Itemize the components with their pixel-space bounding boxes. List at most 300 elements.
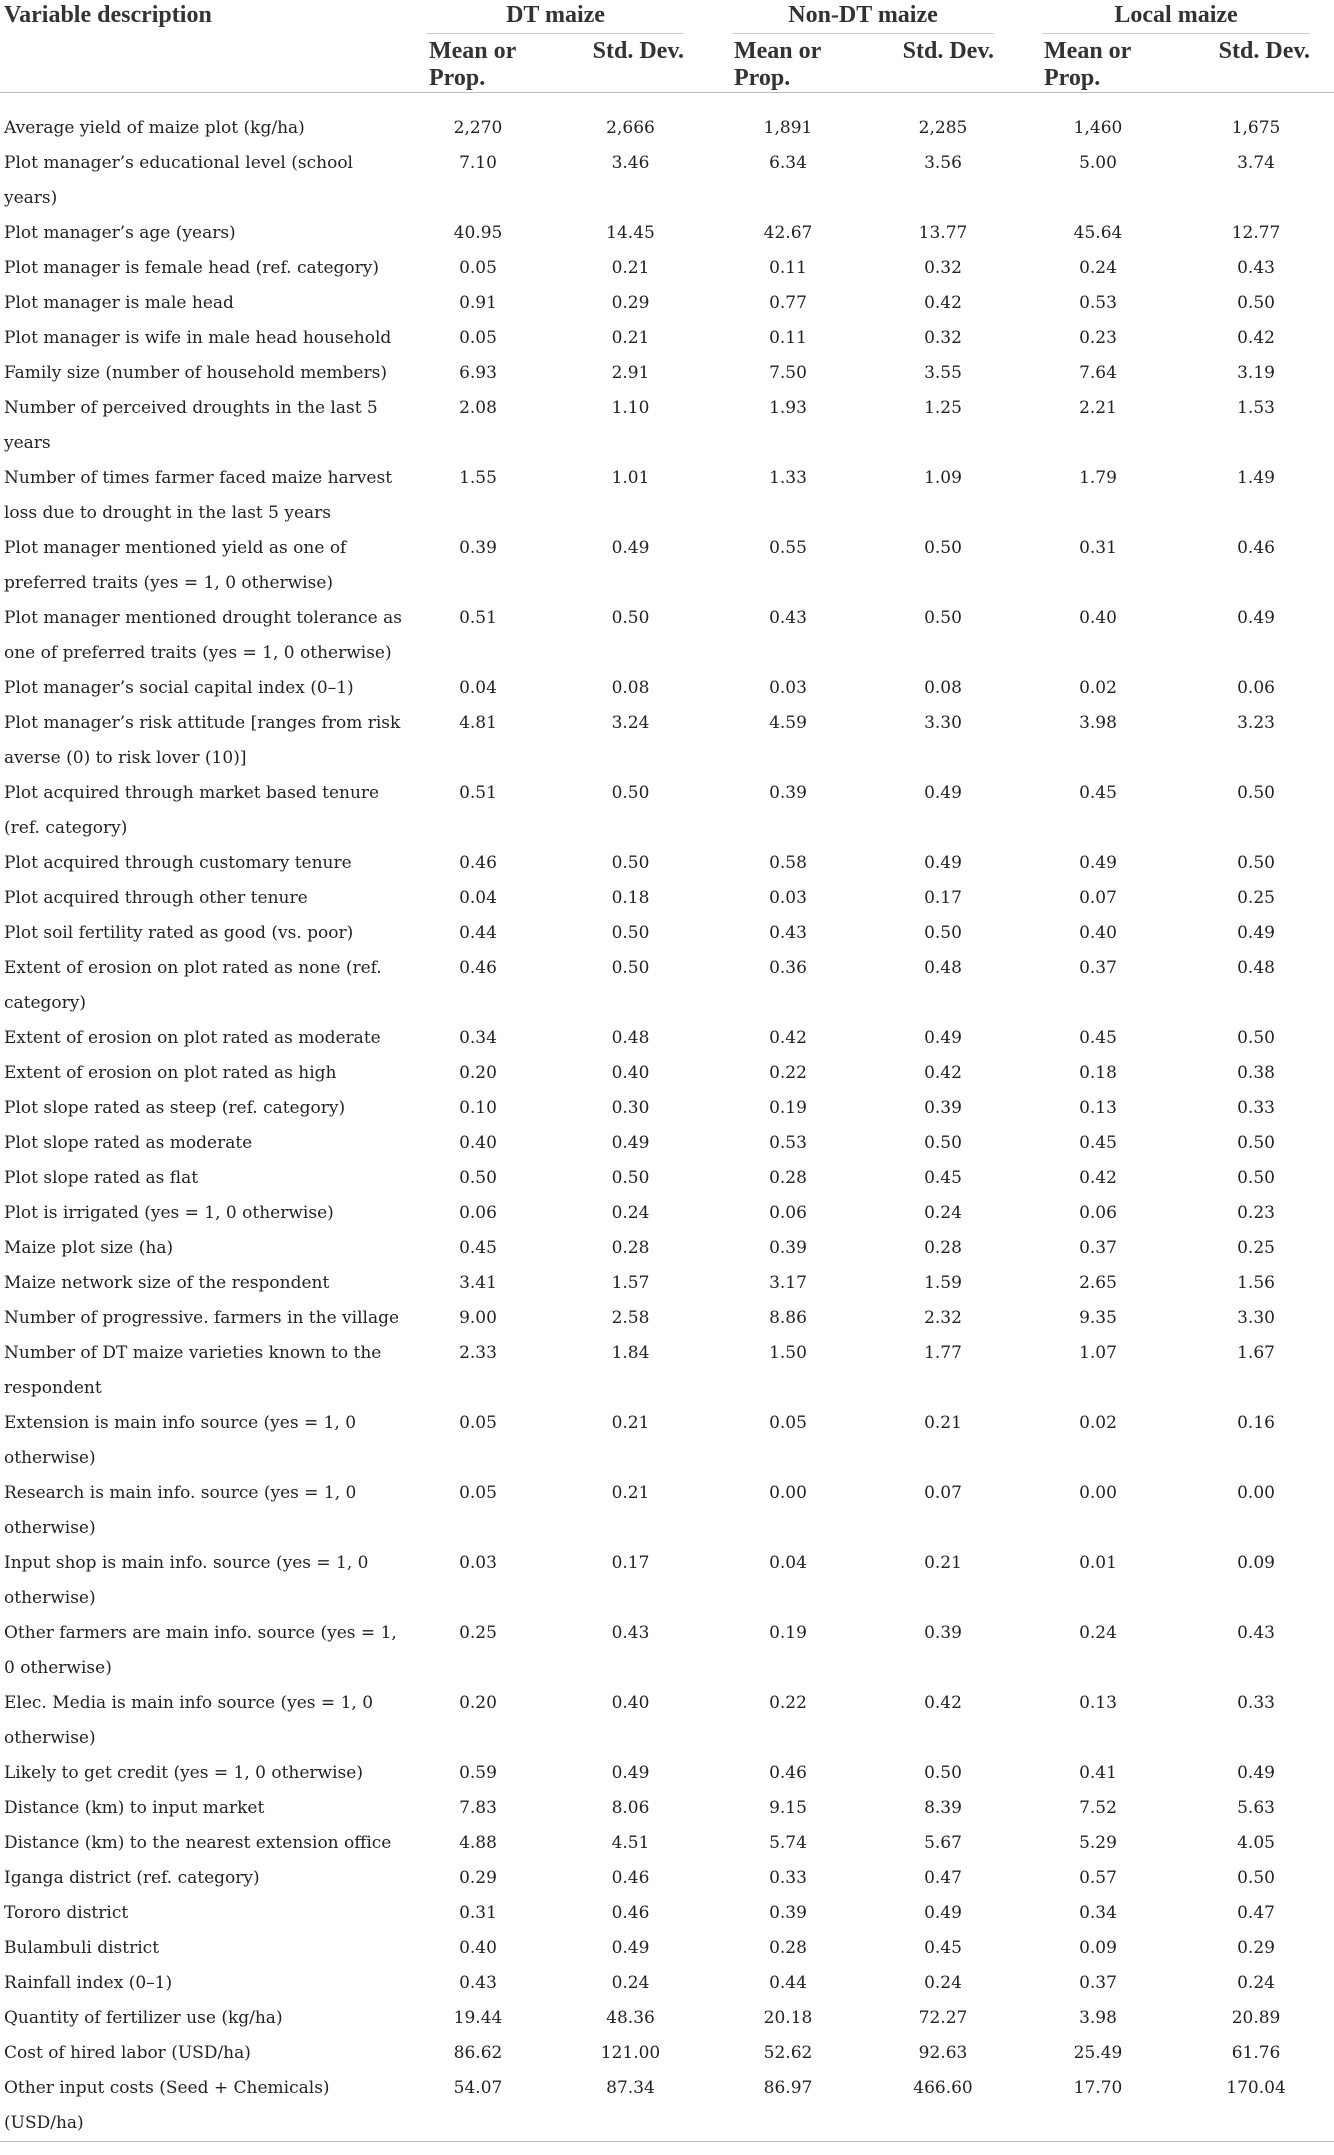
mean-value: 7.64 bbox=[1018, 356, 1178, 391]
sd-value: 20.89 bbox=[1178, 2001, 1334, 2036]
table-row bbox=[0, 1756, 1334, 1791]
sd-value: 1.09 bbox=[868, 461, 1018, 531]
mean-value: 0.45 bbox=[1018, 1126, 1178, 1161]
mean-value: 0.59 bbox=[403, 1756, 553, 1791]
sd-value: 0.47 bbox=[1178, 1896, 1334, 1931]
table-row bbox=[0, 2036, 1334, 2071]
mean-value: 4.59 bbox=[708, 706, 868, 776]
sd-value: 121.00 bbox=[553, 2036, 708, 2071]
sd-value: 0.08 bbox=[868, 671, 1018, 706]
mean-value: 0.22 bbox=[708, 1686, 868, 1756]
sd-value: 0.47 bbox=[868, 1861, 1018, 1896]
variable-description: Number of perceived droughts in the last 5 years bbox=[0, 391, 403, 461]
variable-description: Average yield of maize plot (kg/ha) bbox=[0, 111, 403, 146]
mean-value: 3.41 bbox=[403, 1266, 553, 1301]
table-row bbox=[0, 1336, 1334, 1406]
table-row bbox=[0, 1896, 1334, 1931]
sd-value: 0.24 bbox=[553, 1966, 708, 2001]
mean-value: 0.20 bbox=[403, 1056, 553, 1091]
mean-value: 0.03 bbox=[403, 1546, 553, 1616]
sd-value: 14.45 bbox=[553, 216, 708, 251]
mean-value: 0.58 bbox=[708, 846, 868, 881]
mean-value: 0.29 bbox=[403, 1861, 553, 1896]
mean-value: 1,891 bbox=[708, 111, 868, 146]
mean-value: 0.13 bbox=[1018, 1091, 1178, 1126]
sd-value: 5.67 bbox=[868, 1826, 1018, 1861]
sd-value: 3.46 bbox=[553, 146, 708, 216]
table-row bbox=[0, 1091, 1334, 1126]
mean-value: 0.06 bbox=[403, 1196, 553, 1231]
variable-description: Number of progressive. farmers in the village bbox=[0, 1301, 403, 1336]
variable-description: Plot manager mentioned yield as one of preferred traits (yes = 1, 0 otherwise) bbox=[0, 531, 403, 601]
sd-value: 0.49 bbox=[553, 1126, 708, 1161]
mean-value: 86.62 bbox=[403, 2036, 553, 2071]
sd-value: 72.27 bbox=[868, 2001, 1018, 2036]
sd-value: 0.00 bbox=[1178, 1476, 1334, 1546]
mean-value: 0.57 bbox=[1018, 1861, 1178, 1896]
mean-value: 0.37 bbox=[1018, 951, 1178, 1021]
mean-value: 0.24 bbox=[1018, 251, 1178, 286]
variable-description: Plot manager is wife in male head household bbox=[0, 321, 403, 356]
sd-value: 0.50 bbox=[868, 531, 1018, 601]
mean-value: 0.40 bbox=[403, 1126, 553, 1161]
table-row bbox=[0, 1791, 1334, 1826]
variable-description: Plot soil fertility rated as good (vs. poor) bbox=[0, 916, 403, 951]
sd-value: 0.42 bbox=[868, 1686, 1018, 1756]
sd-value: 0.43 bbox=[553, 1616, 708, 1686]
variable-description: Distance (km) to the nearest extension office bbox=[0, 1826, 403, 1861]
sd-value: 0.50 bbox=[1178, 776, 1334, 846]
table-row bbox=[0, 321, 1334, 356]
table-row bbox=[0, 1056, 1334, 1091]
mean-value: 0.00 bbox=[708, 1476, 868, 1546]
table-row bbox=[0, 356, 1334, 391]
mean-value: 0.22 bbox=[708, 1056, 868, 1091]
mean-value: 5.29 bbox=[1018, 1826, 1178, 1861]
sd-value: 0.25 bbox=[1178, 1231, 1334, 1266]
variable-description: Tororo district bbox=[0, 1896, 403, 1931]
table-row bbox=[0, 1406, 1334, 1476]
mean-value: 0.91 bbox=[403, 286, 553, 321]
variable-description: Cost of hired labor (USD/ha) bbox=[0, 2036, 403, 2071]
sd-value: 0.48 bbox=[553, 1021, 708, 1056]
sd-value: 0.50 bbox=[1178, 1161, 1334, 1196]
sd-value: 0.29 bbox=[553, 286, 708, 321]
variable-description: Plot slope rated as flat bbox=[0, 1161, 403, 1196]
sd-value: 0.48 bbox=[1178, 951, 1334, 1021]
sd-value: 0.49 bbox=[1178, 1756, 1334, 1791]
mean-value: 2.33 bbox=[403, 1336, 553, 1406]
mean-value: 0.44 bbox=[708, 1966, 868, 2001]
mean-value: 19.44 bbox=[403, 2001, 553, 2036]
mean-value: 86.97 bbox=[708, 2071, 868, 2142]
sd-value: 0.45 bbox=[868, 1931, 1018, 1966]
sd-value: 0.49 bbox=[1178, 916, 1334, 951]
variable-description: Plot manager’s risk attitude [ranges from risk averse (0) to risk lover (10)] bbox=[0, 706, 403, 776]
sd-header: Std. Dev. bbox=[868, 34, 1018, 93]
variable-description: Bulambuli district bbox=[0, 1931, 403, 1966]
sd-value: 0.50 bbox=[553, 916, 708, 951]
sd-value: 8.06 bbox=[553, 1791, 708, 1826]
mean-value: 0.03 bbox=[708, 881, 868, 916]
sd-value: 0.50 bbox=[553, 846, 708, 881]
sd-header: Std. Dev. bbox=[1178, 34, 1334, 93]
mean-value: 0.34 bbox=[403, 1021, 553, 1056]
variable-description: Plot slope rated as steep (ref. category) bbox=[0, 1091, 403, 1126]
mean-value: 0.46 bbox=[708, 1756, 868, 1791]
mean-value: 0.05 bbox=[403, 251, 553, 286]
sd-value: 3.55 bbox=[868, 356, 1018, 391]
variable-description: Number of times farmer faced maize harvest loss due to drought in the last 5 years bbox=[0, 461, 403, 531]
table-row bbox=[0, 846, 1334, 881]
sd-value: 0.24 bbox=[868, 1196, 1018, 1231]
variable-description: Extent of erosion on plot rated as none (ref. category) bbox=[0, 951, 403, 1021]
sd-value: 0.24 bbox=[1178, 1966, 1334, 2001]
mean-value: 9.15 bbox=[708, 1791, 868, 1826]
sd-value: 1.56 bbox=[1178, 1266, 1334, 1301]
table-row bbox=[0, 2001, 1334, 2036]
sd-value: 0.25 bbox=[1178, 881, 1334, 916]
sd-value: 1.10 bbox=[553, 391, 708, 461]
sd-value: 0.42 bbox=[1178, 321, 1334, 356]
sd-value: 0.24 bbox=[868, 1966, 1018, 2001]
sd-value: 0.40 bbox=[553, 1056, 708, 1091]
sd-value: 0.39 bbox=[868, 1616, 1018, 1686]
mean-value: 52.62 bbox=[708, 2036, 868, 2071]
sd-value: 0.49 bbox=[868, 1896, 1018, 1931]
sd-value: 3.19 bbox=[1178, 356, 1334, 391]
mean-value: 3.98 bbox=[1018, 2001, 1178, 2036]
group-header-dt: DT maize bbox=[403, 0, 708, 34]
variable-description: Plot manager’s social capital index (0–1) bbox=[0, 671, 403, 706]
sd-header: Std. Dev. bbox=[553, 34, 708, 93]
sd-value: 1.67 bbox=[1178, 1336, 1334, 1406]
table-row bbox=[0, 1266, 1334, 1301]
mean-value: 42.67 bbox=[708, 216, 868, 251]
sd-value: 1.59 bbox=[868, 1266, 1018, 1301]
mean-value: 0.28 bbox=[708, 1931, 868, 1966]
mean-value: 7.50 bbox=[708, 356, 868, 391]
variable-description: Research is main info. source (yes = 1, 0 otherwise) bbox=[0, 1476, 403, 1546]
sd-value: 0.33 bbox=[1178, 1091, 1334, 1126]
table-row bbox=[0, 671, 1334, 706]
mean-value: 6.93 bbox=[403, 356, 553, 391]
table-row bbox=[0, 391, 1334, 461]
variable-description: Plot is irrigated (yes = 1, 0 otherwise) bbox=[0, 1196, 403, 1231]
mean-value: 0.77 bbox=[708, 286, 868, 321]
table-row bbox=[0, 1196, 1334, 1231]
mean-value: 0.40 bbox=[403, 1931, 553, 1966]
sd-value: 1.25 bbox=[868, 391, 1018, 461]
mean-value: 0.03 bbox=[708, 671, 868, 706]
table-row bbox=[0, 1161, 1334, 1196]
sd-value: 0.43 bbox=[1178, 251, 1334, 286]
mean-value: 9.00 bbox=[403, 1301, 553, 1336]
mean-value: 0.43 bbox=[708, 601, 868, 671]
mean-value: 0.31 bbox=[1018, 531, 1178, 601]
sd-value: 0.50 bbox=[1178, 1126, 1334, 1161]
mean-value: 1.33 bbox=[708, 461, 868, 531]
sd-value: 0.42 bbox=[868, 1056, 1018, 1091]
sd-value: 1.01 bbox=[553, 461, 708, 531]
table-row bbox=[0, 531, 1334, 601]
sd-value: 0.32 bbox=[868, 321, 1018, 356]
sd-value: 0.50 bbox=[1178, 1861, 1334, 1896]
sd-value: 2,666 bbox=[553, 111, 708, 146]
variable-description: Family size (number of household members) bbox=[0, 356, 403, 391]
mean-value: 7.83 bbox=[403, 1791, 553, 1826]
mean-value: 0.13 bbox=[1018, 1686, 1178, 1756]
sd-value: 0.21 bbox=[868, 1546, 1018, 1616]
sd-value: 0.06 bbox=[1178, 671, 1334, 706]
sd-value: 1,675 bbox=[1178, 111, 1334, 146]
variable-description: Rainfall index (0–1) bbox=[0, 1966, 403, 2001]
table-row bbox=[0, 601, 1334, 671]
mean-value: 1.93 bbox=[708, 391, 868, 461]
sd-value: 0.40 bbox=[553, 1686, 708, 1756]
mean-value: 0.11 bbox=[708, 251, 868, 286]
mean-value: 0.05 bbox=[403, 321, 553, 356]
sd-value: 3.23 bbox=[1178, 706, 1334, 776]
table-row bbox=[0, 1931, 1334, 1966]
table-row bbox=[0, 881, 1334, 916]
sd-value: 1.77 bbox=[868, 1336, 1018, 1406]
table-row bbox=[0, 1126, 1334, 1161]
mean-value: 0.07 bbox=[1018, 881, 1178, 916]
table-row bbox=[0, 146, 1334, 216]
mean-value: 0.53 bbox=[1018, 286, 1178, 321]
mean-value: 2,270 bbox=[403, 111, 553, 146]
variable-description: Extent of erosion on plot rated as high bbox=[0, 1056, 403, 1091]
sd-value: 0.32 bbox=[868, 251, 1018, 286]
mean-value: 1.07 bbox=[1018, 1336, 1178, 1406]
sd-value: 48.36 bbox=[553, 2001, 708, 2036]
mean-value: 0.06 bbox=[708, 1196, 868, 1231]
mean-value: 0.46 bbox=[403, 951, 553, 1021]
variable-description: Plot acquired through market based tenure (ref. category) bbox=[0, 776, 403, 846]
sd-value: 0.50 bbox=[868, 601, 1018, 671]
mean-value: 0.51 bbox=[403, 776, 553, 846]
sd-value: 4.05 bbox=[1178, 1826, 1334, 1861]
sd-value: 8.39 bbox=[868, 1791, 1018, 1826]
mean-value: 0.39 bbox=[708, 1896, 868, 1931]
variable-description: Number of DT maize varieties known to the respondent bbox=[0, 1336, 403, 1406]
mean-value: 0.04 bbox=[403, 671, 553, 706]
mean-value: 0.36 bbox=[708, 951, 868, 1021]
mean-value: 0.09 bbox=[1018, 1931, 1178, 1966]
mean-value: 0.40 bbox=[1018, 916, 1178, 951]
variable-description: Iganga district (ref. category) bbox=[0, 1861, 403, 1896]
mean-value: 1.79 bbox=[1018, 461, 1178, 531]
sd-value: 0.43 bbox=[1178, 1616, 1334, 1686]
variable-description: Extension is main info source (yes = 1, 0 otherwise) bbox=[0, 1406, 403, 1476]
table-row bbox=[0, 1231, 1334, 1266]
mean-value: 1.55 bbox=[403, 461, 553, 531]
sd-value: 0.49 bbox=[868, 846, 1018, 881]
mean-value: 0.44 bbox=[403, 916, 553, 951]
header-spacer bbox=[0, 93, 1334, 112]
mean-header: Mean or Prop. bbox=[403, 34, 553, 93]
sd-value: 0.39 bbox=[868, 1091, 1018, 1126]
mean-value: 4.81 bbox=[403, 706, 553, 776]
sd-value: 0.50 bbox=[553, 1161, 708, 1196]
sd-value: 0.17 bbox=[553, 1546, 708, 1616]
mean-value: 5.00 bbox=[1018, 146, 1178, 216]
mean-value: 25.49 bbox=[1018, 2036, 1178, 2071]
mean-value: 0.39 bbox=[708, 776, 868, 846]
mean-value: 0.37 bbox=[1018, 1966, 1178, 2001]
mean-value: 0.05 bbox=[403, 1476, 553, 1546]
sd-value: 170.04 bbox=[1178, 2071, 1334, 2142]
mean-value: 1,460 bbox=[1018, 111, 1178, 146]
sd-value: 3.30 bbox=[1178, 1301, 1334, 1336]
mean-value: 5.74 bbox=[708, 1826, 868, 1861]
mean-value: 0.19 bbox=[708, 1091, 868, 1126]
mean-value: 7.52 bbox=[1018, 1791, 1178, 1826]
mean-value: 0.55 bbox=[708, 531, 868, 601]
sd-value: 0.33 bbox=[1178, 1686, 1334, 1756]
variable-description: Plot manager’s educational level (school years) bbox=[0, 146, 403, 216]
sd-value: 1.49 bbox=[1178, 461, 1334, 531]
variable-description: Plot acquired through other tenure bbox=[0, 881, 403, 916]
sd-value: 2.91 bbox=[553, 356, 708, 391]
mean-value: 0.25 bbox=[403, 1616, 553, 1686]
table-row bbox=[0, 1616, 1334, 1686]
mean-value: 0.11 bbox=[708, 321, 868, 356]
mean-value: 0.37 bbox=[1018, 1231, 1178, 1266]
mean-value: 0.01 bbox=[1018, 1546, 1178, 1616]
mean-header: Mean or Prop. bbox=[1018, 34, 1178, 93]
sd-value: 0.24 bbox=[553, 1196, 708, 1231]
variable-description: Maize network size of the respondent bbox=[0, 1266, 403, 1301]
variable-description: Other input costs (Seed + Chemicals) (USD/ha) bbox=[0, 2071, 403, 2142]
variable-description: Input shop is main info. source (yes = 1, 0 otherwise) bbox=[0, 1546, 403, 1616]
sd-value: 0.50 bbox=[553, 951, 708, 1021]
sd-value: 0.46 bbox=[553, 1861, 708, 1896]
mean-value: 0.28 bbox=[708, 1161, 868, 1196]
sd-value: 0.07 bbox=[868, 1476, 1018, 1546]
mean-value: 0.02 bbox=[1018, 671, 1178, 706]
sd-value: 0.50 bbox=[868, 1126, 1018, 1161]
mean-value: 0.33 bbox=[708, 1861, 868, 1896]
mean-value: 0.50 bbox=[403, 1161, 553, 1196]
sd-value: 2.58 bbox=[553, 1301, 708, 1336]
mean-value: 0.42 bbox=[1018, 1161, 1178, 1196]
mean-value: 0.20 bbox=[403, 1686, 553, 1756]
sd-value: 3.74 bbox=[1178, 146, 1334, 216]
sd-value: 0.48 bbox=[868, 951, 1018, 1021]
mean-value: 0.42 bbox=[708, 1021, 868, 1056]
mean-value: 0.06 bbox=[1018, 1196, 1178, 1231]
table-row bbox=[0, 286, 1334, 321]
sd-value: 0.45 bbox=[868, 1161, 1018, 1196]
mean-value: 0.41 bbox=[1018, 1756, 1178, 1791]
sd-value: 0.21 bbox=[553, 1476, 708, 1546]
sd-value: 0.49 bbox=[1178, 601, 1334, 671]
variable-description: Plot slope rated as moderate bbox=[0, 1126, 403, 1161]
table-row bbox=[0, 1686, 1334, 1756]
mean-value: 0.45 bbox=[1018, 1021, 1178, 1056]
mean-value: 0.39 bbox=[708, 1231, 868, 1266]
table-bottom-rule bbox=[0, 2142, 1334, 2155]
sd-value: 0.29 bbox=[1178, 1931, 1334, 1966]
table-row bbox=[0, 1966, 1334, 2001]
mean-value: 0.05 bbox=[403, 1406, 553, 1476]
sd-value: 0.16 bbox=[1178, 1406, 1334, 1476]
table-row bbox=[0, 916, 1334, 951]
mean-value: 17.70 bbox=[1018, 2071, 1178, 2142]
sd-value: 0.23 bbox=[1178, 1196, 1334, 1231]
table-row bbox=[0, 1826, 1334, 1861]
sd-value: 2,285 bbox=[868, 111, 1018, 146]
sd-value: 0.42 bbox=[868, 286, 1018, 321]
sd-value: 0.49 bbox=[553, 531, 708, 601]
mean-value: 2.08 bbox=[403, 391, 553, 461]
mean-value: 2.21 bbox=[1018, 391, 1178, 461]
sd-value: 0.18 bbox=[553, 881, 708, 916]
table-row bbox=[0, 251, 1334, 286]
table-row bbox=[0, 111, 1334, 146]
mean-value: 3.17 bbox=[708, 1266, 868, 1301]
mean-value: 54.07 bbox=[403, 2071, 553, 2142]
table-row bbox=[0, 951, 1334, 1021]
mean-value: 0.00 bbox=[1018, 1476, 1178, 1546]
mean-value: 0.51 bbox=[403, 601, 553, 671]
variable-description: Extent of erosion on plot rated as moderate bbox=[0, 1021, 403, 1056]
variable-description: Other farmers are main info. source (yes = 1, 0 otherwise) bbox=[0, 1616, 403, 1686]
sd-value: 4.51 bbox=[553, 1826, 708, 1861]
sd-value: 0.46 bbox=[1178, 531, 1334, 601]
mean-value: 1.50 bbox=[708, 1336, 868, 1406]
sd-value: 0.28 bbox=[553, 1231, 708, 1266]
sd-value: 0.38 bbox=[1178, 1056, 1334, 1091]
mean-value: 0.02 bbox=[1018, 1406, 1178, 1476]
sd-value: 0.21 bbox=[553, 251, 708, 286]
mean-value: 4.88 bbox=[403, 1826, 553, 1861]
mean-value: 9.35 bbox=[1018, 1301, 1178, 1336]
mean-value: 8.86 bbox=[708, 1301, 868, 1336]
mean-value: 0.31 bbox=[403, 1896, 553, 1931]
mean-value: 0.49 bbox=[1018, 846, 1178, 881]
table-row bbox=[0, 1021, 1334, 1056]
sd-value: 0.50 bbox=[868, 1756, 1018, 1791]
table-row bbox=[0, 1301, 1334, 1336]
mean-value: 0.40 bbox=[1018, 601, 1178, 671]
sd-value: 0.49 bbox=[868, 1021, 1018, 1056]
sd-value: 3.30 bbox=[868, 706, 1018, 776]
table-row bbox=[0, 706, 1334, 776]
sd-value: 1.84 bbox=[553, 1336, 708, 1406]
mean-header: Mean or Prop. bbox=[708, 34, 868, 93]
sd-value: 1.53 bbox=[1178, 391, 1334, 461]
mean-value: 0.39 bbox=[403, 531, 553, 601]
mean-value: 20.18 bbox=[708, 2001, 868, 2036]
table-row bbox=[0, 2071, 1334, 2142]
sd-value: 0.50 bbox=[1178, 286, 1334, 321]
sd-value: 13.77 bbox=[868, 216, 1018, 251]
mean-value: 0.53 bbox=[708, 1126, 868, 1161]
sd-value: 12.77 bbox=[1178, 216, 1334, 251]
sd-value: 0.28 bbox=[868, 1231, 1018, 1266]
group-header-local: Local maize bbox=[1018, 0, 1334, 34]
mean-value: 7.10 bbox=[403, 146, 553, 216]
sd-value: 0.50 bbox=[1178, 846, 1334, 881]
mean-value: 40.95 bbox=[403, 216, 553, 251]
sd-value: 0.46 bbox=[553, 1896, 708, 1931]
sd-value: 0.30 bbox=[553, 1091, 708, 1126]
sd-value: 61.76 bbox=[1178, 2036, 1334, 2071]
variable-description-header: Variable description bbox=[0, 0, 403, 34]
